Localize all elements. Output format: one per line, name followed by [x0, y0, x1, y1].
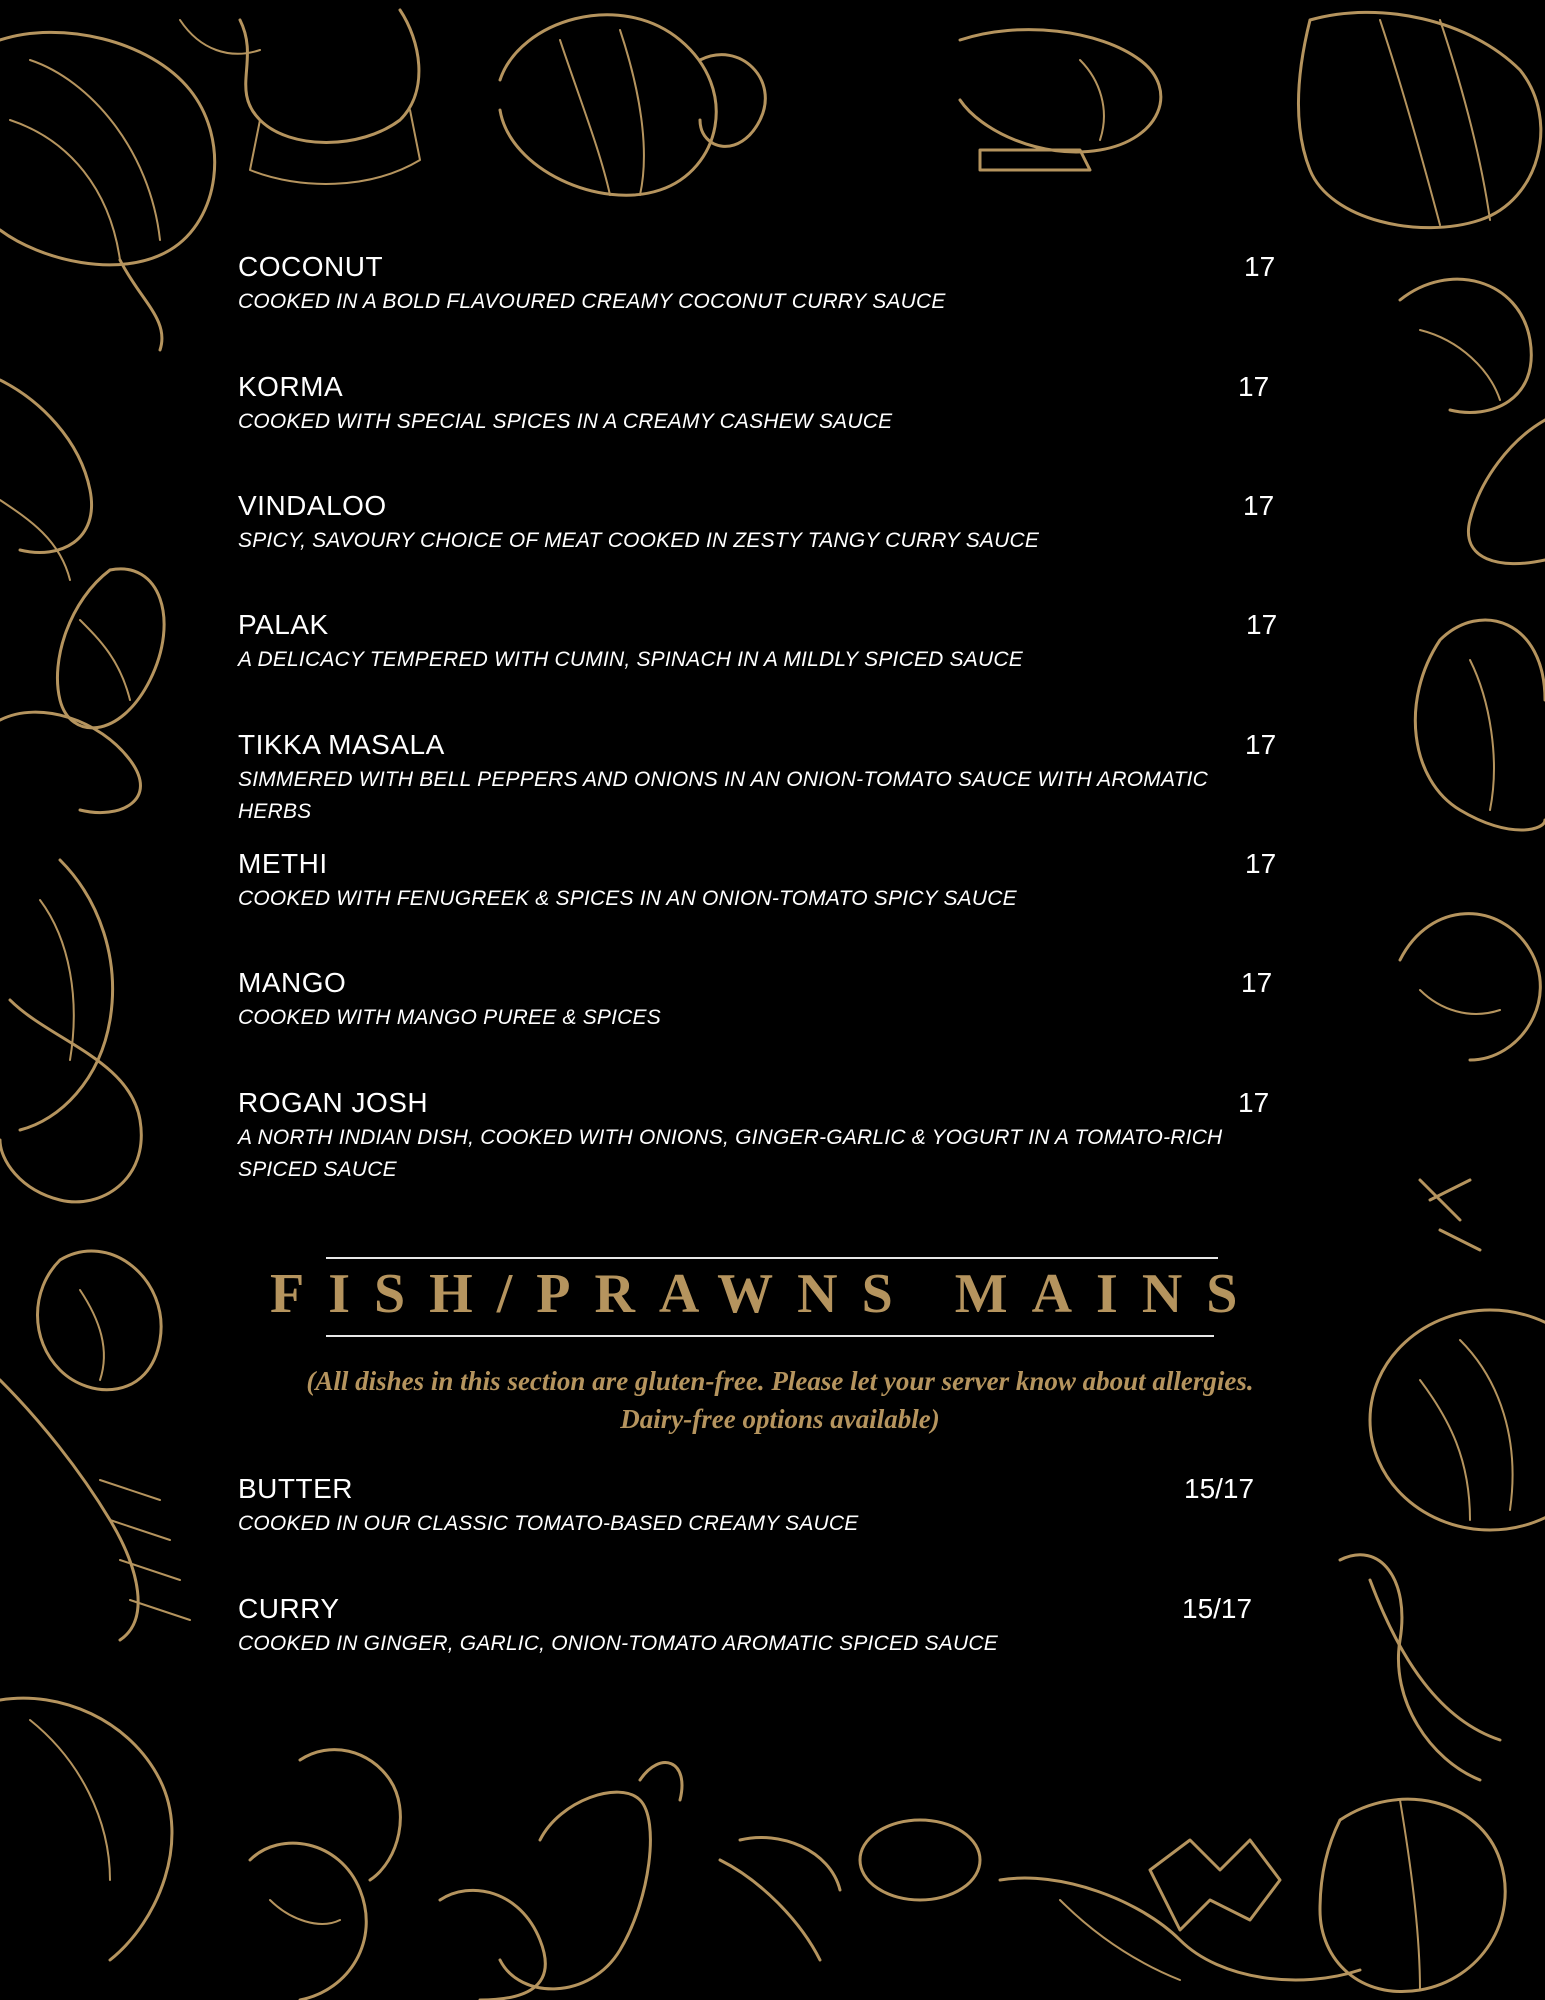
menu-item: [238, 489, 1278, 557]
item-price: 17: [1245, 848, 1277, 879]
section-note: (All dishes in this section are gluten-free. Please let your server know about allergies. Dairy-free options available): [306, 1366, 1254, 1434]
item-name: KORMA: [238, 371, 344, 402]
menu-item: [238, 1592, 1278, 1660]
item-description: SIMMERED WITH BELL PEPPERS AND ONIONS IN AN ONION-TOMATO SAUCE WITH AROMATIC HERBS: [238, 768, 1209, 823]
item-name: MANGO: [238, 967, 347, 998]
menu-item: [238, 370, 1278, 438]
item-price: 17: [1246, 609, 1278, 640]
item-description: COOKED IN OUR CLASSIC TOMATO-BASED CREAMY SAUCE: [238, 1512, 859, 1535]
menu-item: [238, 966, 1278, 1034]
menu-item: [238, 728, 1278, 828]
item-description: COOKED WITH MANGO PUREE & SPICES: [238, 1006, 661, 1029]
item-name: TIKKA MASALA: [238, 729, 445, 760]
item-name: COCONUT: [238, 251, 384, 282]
menu-item: [238, 250, 1278, 318]
item-name: PALAK: [238, 609, 329, 640]
item-price: 15/17: [1182, 1593, 1253, 1624]
title-bottom-rule: [326, 1335, 1214, 1337]
item-name: ROGAN JOSH: [238, 1087, 429, 1118]
item-price: 17: [1245, 729, 1277, 760]
menu-item: [238, 608, 1278, 676]
item-price: 17: [1241, 967, 1273, 998]
item-price: 17: [1244, 251, 1276, 282]
item-name: METHI: [238, 848, 328, 879]
item-description: SPICY, SAVOURY CHOICE OF MEAT COOKED IN ZESTY TANGY CURRY SAUCE: [238, 529, 1040, 552]
menu-item: [238, 1472, 1278, 1540]
item-name: CURRY: [238, 1593, 340, 1624]
item-description: A NORTH INDIAN DISH, COOKED WITH ONIONS, GINGER-GARLIC & YOGURT IN A TOMATO-RICH SPICED SAUCE: [238, 1126, 1223, 1181]
menu-item: [238, 1086, 1278, 1186]
item-description: COOKED IN GINGER, GARLIC, ONION-TOMATO AROMATIC SPICED SAUCE: [238, 1632, 998, 1655]
item-name: VINDALOO: [238, 490, 387, 521]
item-price: 17: [1238, 1087, 1270, 1118]
title-top-rule: [326, 1257, 1218, 1259]
section-title: FISH/PRAWNS MAINS: [270, 1263, 1262, 1325]
item-price: 17: [1243, 490, 1275, 521]
item-description: COOKED WITH FENUGREEK & SPICES IN AN ONION-TOMATO SPICY SAUCE: [238, 887, 1017, 910]
menu-item: [238, 847, 1278, 915]
item-price: 15/17: [1184, 1473, 1255, 1504]
item-price: 17: [1238, 371, 1270, 402]
item-description: A DELICACY TEMPERED WITH CUMIN, SPINACH IN A MILDLY SPICED SAUCE: [238, 648, 1023, 671]
item-name: BUTTER: [238, 1473, 353, 1504]
item-description: COOKED IN A BOLD FLAVOURED CREAMY COCONUT CURRY SAUCE: [238, 290, 946, 313]
item-description: COOKED WITH SPECIAL SPICES IN A CREAMY CASHEW SAUCE: [238, 410, 893, 433]
